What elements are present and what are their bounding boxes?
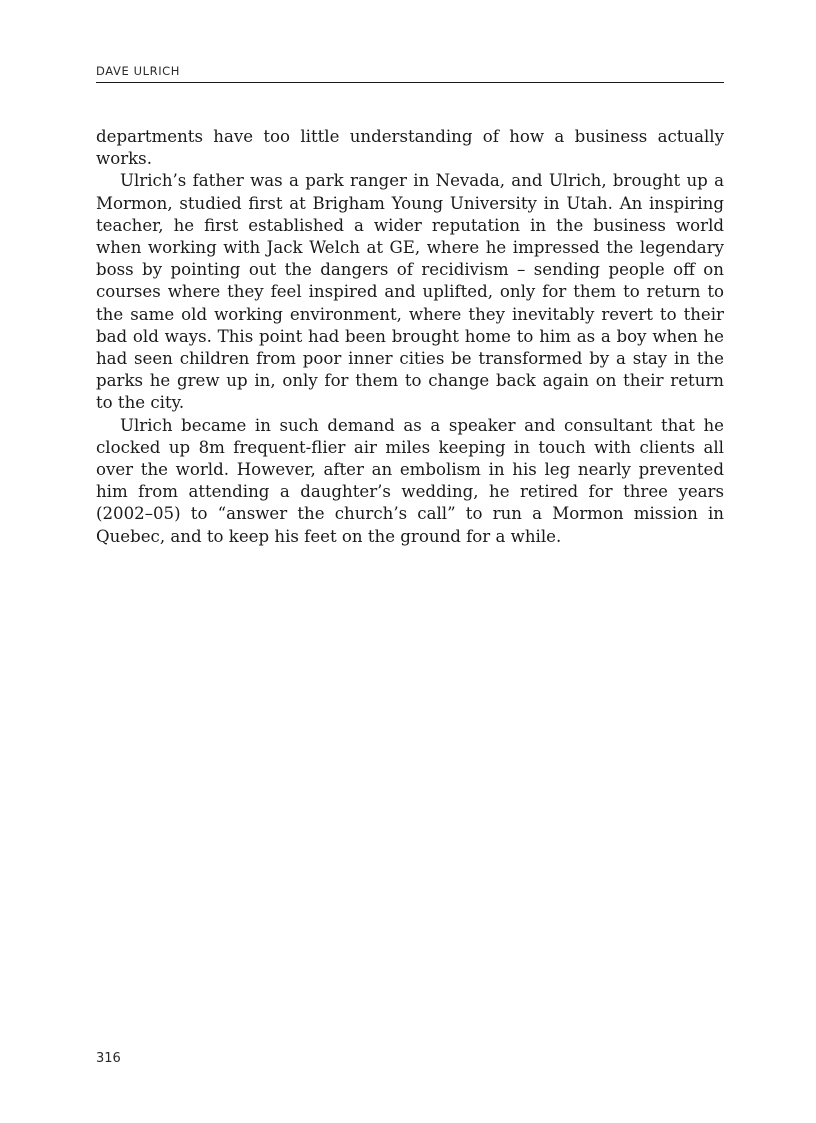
- paragraph: departments have too little understanding of how a business actually works.: [96, 127, 724, 169]
- running-head: DAVE ULRICH: [96, 64, 181, 78]
- header-rule: [96, 82, 724, 83]
- paragraph: Ulrich became in such demand as a speaker and consultant that he clocked up 8m frequent-flier air miles keeping in touch with clients all over the world. However, after an embolism in his leg nearly prevented him from attending a daughter’s wedding, he retired for three years (2002–05) to “answer the church’s call” to run a Mormon mission in Quebec, and to keep his feet on the ground for a while.: [96, 415, 724, 546]
- body-text: [96, 126, 724, 548]
- page-number: 316: [96, 1051, 121, 1066]
- paragraph: Ulrich’s father was a park ranger in Nevada, and Ulrich, brought up a Mormon, studied first at Brigham Young University in Utah. An inspiring teacher, he first established a wider reputation in the business world when working with Jack Welch at GE, where he impressed the legendary boss by pointing out the dangers of recidivism – sending people off on courses where they feel inspired and uplifted, only for them to return to the same old working environment, where they inevitably revert to their bad old ways. This point had been brought home to him as a boy when he had seen children from poor inner cities be transformed by a stay in the parks he grew up in, only for them to change back again on their return to the city.: [96, 171, 724, 413]
